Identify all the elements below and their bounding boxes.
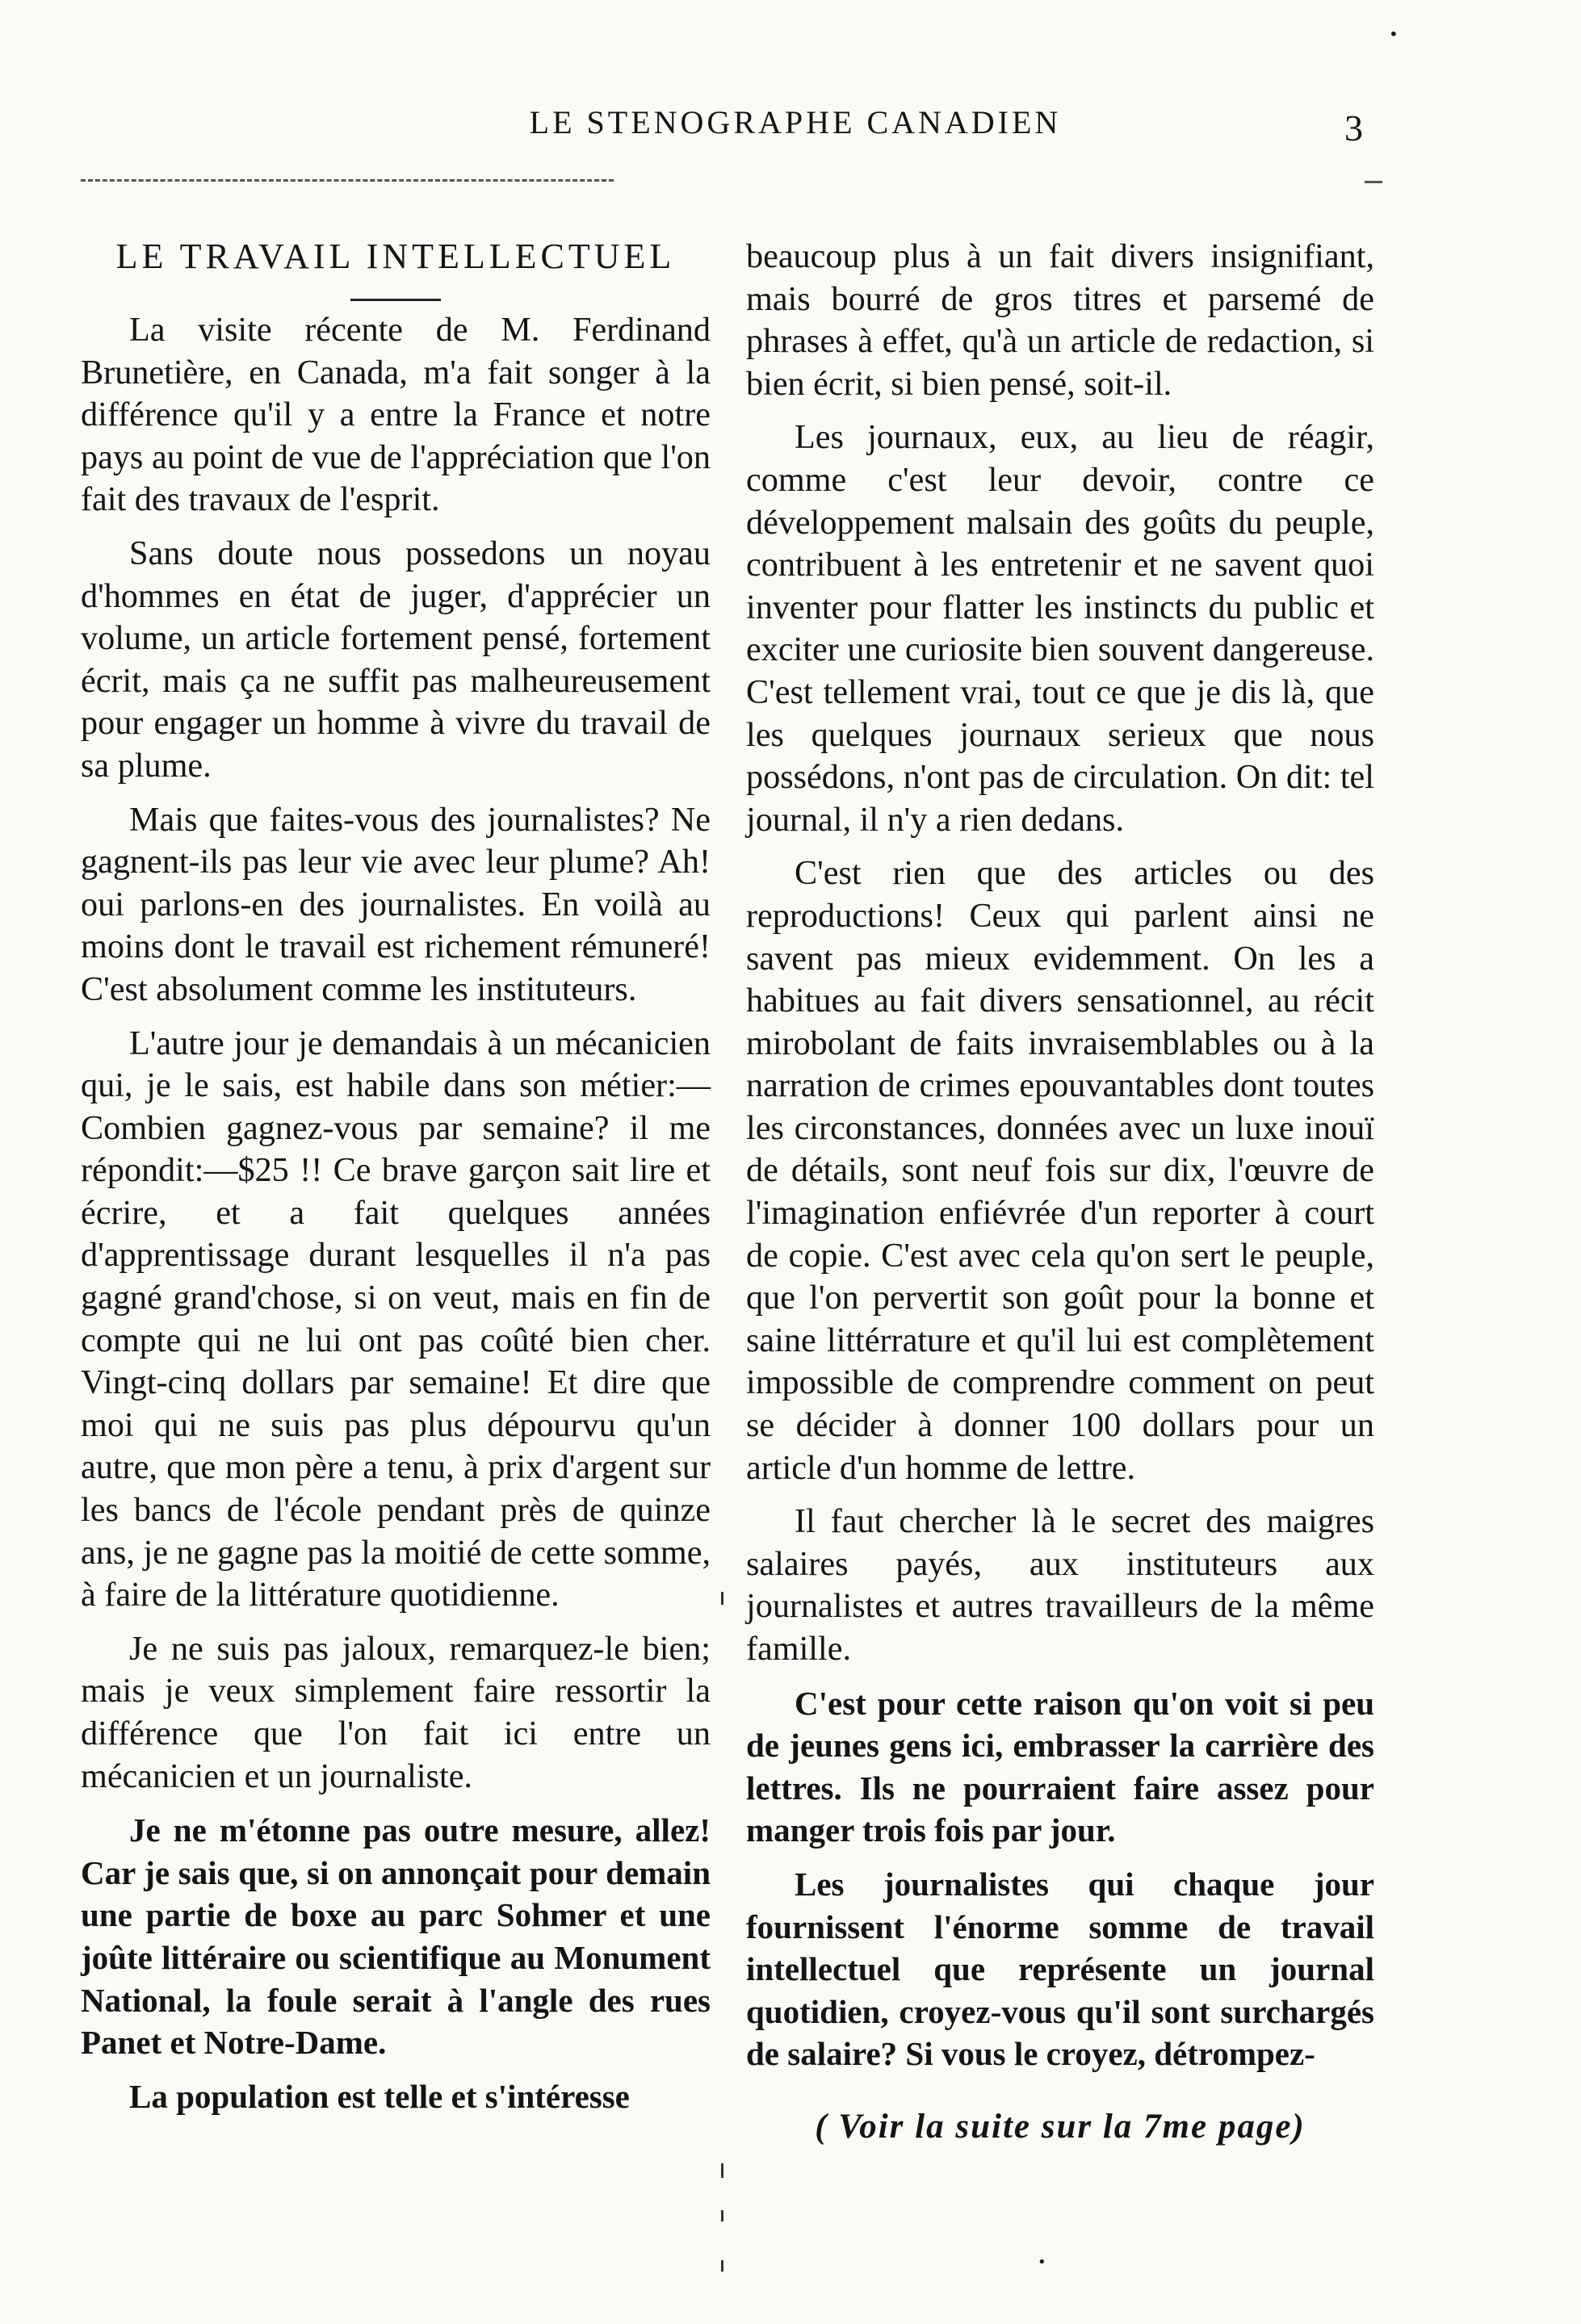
- paragraph: La visite récente de M. Ferdinand Brunetière, en Canada, m'a fait songer à la différence qu'il y a entre la France et notre pays au point de vue de l'appréciation que l'on fait des travaux de l'esprit.: [81, 311, 711, 519]
- paragraph: Les journalistes qui chaque jour fournissent l'énorme somme de travail intellectuel que représente un journal quotidien, croyez-vous qu'il sont surchargés de salaire? Si vous le croyez, détrompez-: [746, 1865, 1374, 2073]
- paragraph: La population est telle et s'intéresse: [129, 2077, 630, 2115]
- paragraph: Je ne suis pas jaloux, remarquez-le bien; mais je veux simplement faire ressortir la différence que l'on fait ici entre un mécanicien et un journaliste.: [81, 1629, 711, 1795]
- paragraph: Il faut chercher là le secret des maigres salaires payés, aux instituteurs aux journalistes et autres travailleurs de la même famille.: [746, 1502, 1374, 1668]
- gutter-mark: [721, 2260, 723, 2272]
- article-title: LE TRAVAIL INTELLECTUEL: [115, 237, 676, 276]
- running-head-title: LE STENOGRAPHE CANADIEN: [529, 104, 1062, 140]
- paragraph: C'est pour cette raison qu'on voit si peu de jeunes gens ici, embrasser la carrière des lettres. Ils ne pourraient faire assez pour manger trois fois par jour.: [746, 1684, 1374, 1849]
- header-rule: [81, 179, 614, 182]
- paragraph: Les journaux, eux, au lieu de réagir, comme c'est leur devoir, contre ce développement malsain des goûts du peuple, contribuent à les entretenir et ne savent quoi inventer pour flatter les instincts du public et exciter une curiosite bien souvent dangereuse. C'est tellement vrai, tout ce que je dis là, que les quelques journaux serieux que nous possédons, n'ont pas de circulation. On dit: tel journal, il n'y a rien dedans.: [746, 418, 1374, 839]
- print-speck: •: [1389, 24, 1399, 44]
- gutter-mark: [721, 2163, 723, 2178]
- print-speck: •: [1038, 2254, 1046, 2271]
- right-column: [746, 236, 1374, 2149]
- continuation-note: ( Voir la suite sur la 7me page): [815, 2107, 1306, 2146]
- paragraph: Mais que faites-vous des journalistes? Ne gagnent-ils pas leur vie avec leur plume? Ah! oui parlons-en des journalistes. En voilà au moins dont le travail est richement rémuneré! C'est absolument comme les instituteurs.: [81, 800, 711, 1008]
- paragraph: Je ne m'étonne pas outre mesure, allez! Car je sais que, si on annonçait pour demain une partie de boxe au parc Sohmer et une joûte littéraire ou scientifique au Monument National, la foule serait à l'angle des rues Panet et Notre-Dame.: [81, 1811, 711, 2062]
- gutter-mark: [721, 1592, 723, 1605]
- gutter-mark: [721, 2210, 723, 2221]
- paragraph: beaucoup plus à un fait divers insignifiant, mais bourré de gros titres et parsemé de phrases à effet, qu'à un article de redaction, si bien écrit, si bien pensé, soit-il.: [746, 237, 1374, 403]
- paragraph: L'autre jour je demandais à un mécanicien qui, je le sais, est habile dans son métier:—Combien gagnez-vous par semaine? il me répondit:—$25 !! Ce brave garçon sait lire et écrire, et a fait quelques années d'apprentissage durant lesquelles il n'a pas gagné grand'chose, si on veut, mais en fin de compte qui ne lui ont pas coûté bien cher. Vingt-cinq dollars par semaine! Et dire que moi qui ne suis pas plus dépourvu qu'un autre, que mon père a tenu, à prix d'argent sur les bancs de l'école pendant près de quinze ans, je ne gagne pas la moitié de cette somme, à faire de la littérature quotidienne.: [81, 1024, 711, 1614]
- left-column: [81, 236, 711, 2129]
- paragraph: Sans doute nous possedons un noyau d'hommes en état de juger, d'apprécier un volume, un article fortement pensé, fortement écrit, mais ça ne suffit pas malheureusement pour engager un homme à vivre du travail de sa plume.: [81, 534, 711, 785]
- paragraph: C'est rien que des articles ou des reproductions! Ceux qui parlent ainsi ne savent pas mieux evidemment. On les a habitues au fait divers sensationnel, au récit mirobolant de faits invraisemblables ou à la narration de crimes epouvantables dont toutes les circonstances, données avec un luxe inouï de détails, sont neuf fois sur dix, l'œuvre de l'imagination enfiévrée d'un reporter à court de copie. C'est avec cela qu'on sert le peuple, que l'on pervertit son goût pour la bonne et saine littérrature et qu'il lui est complètement impossible de comprendre comment on peut se décider à donner 100 dollars pour un article d'un homme de lettre.: [746, 854, 1374, 1487]
- header-rule-right: [1365, 181, 1382, 183]
- page-number: 3: [1344, 107, 1363, 149]
- title-rule: [350, 299, 441, 301]
